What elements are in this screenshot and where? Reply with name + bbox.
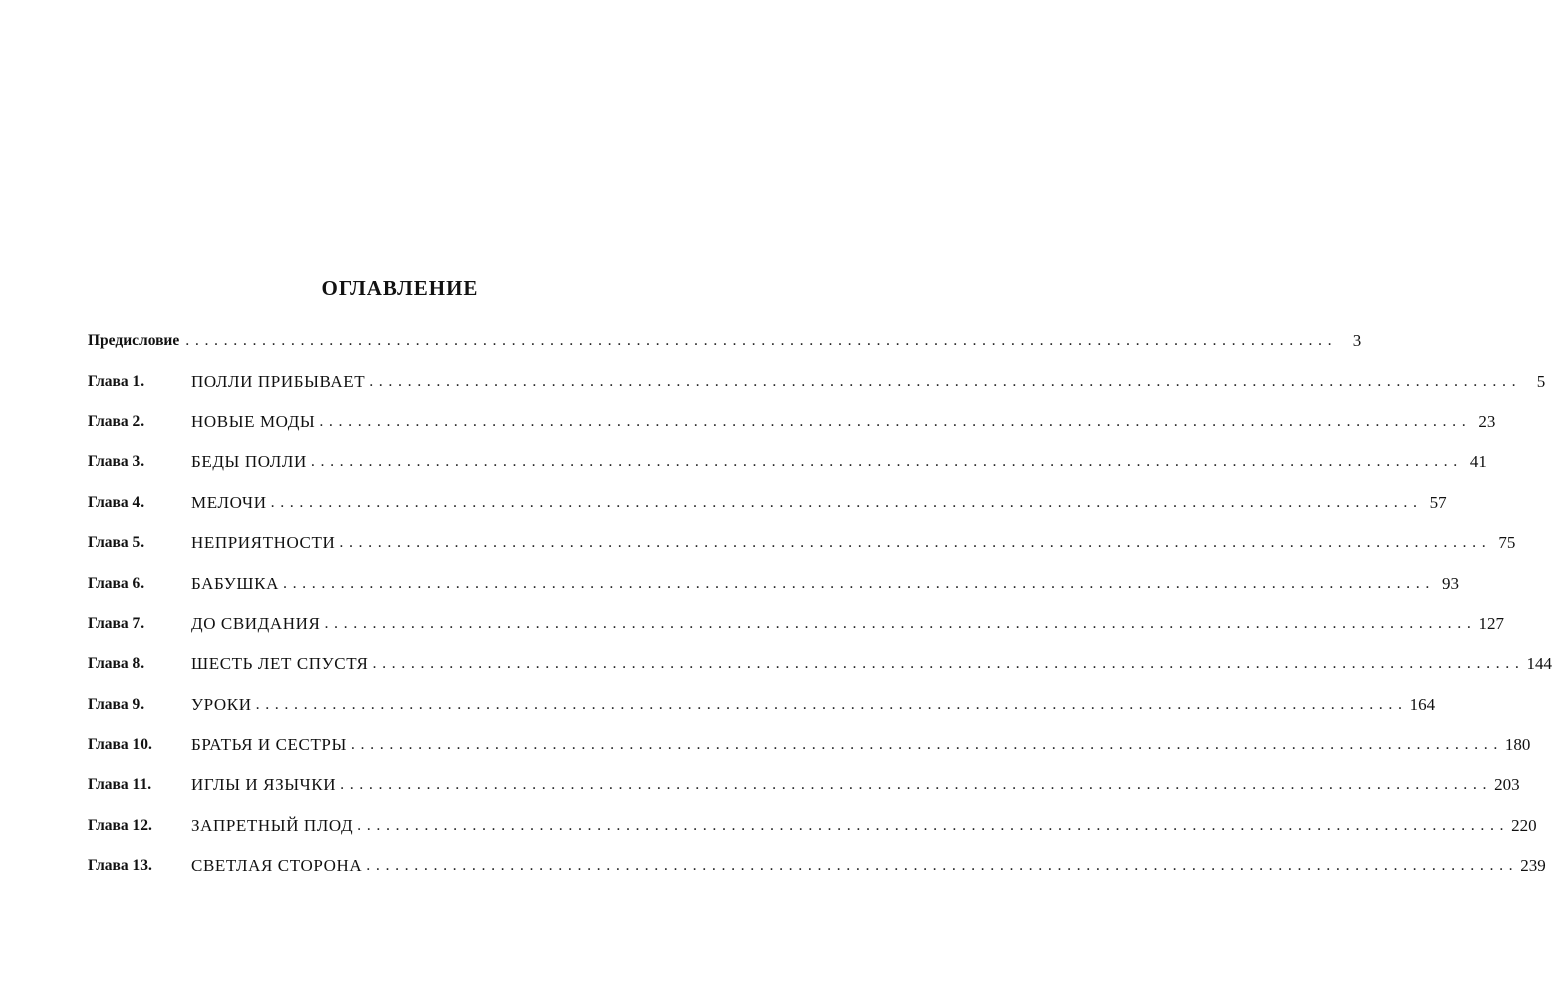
toc-page-number: 220 bbox=[1511, 815, 1537, 835]
toc-entry-label: Глава 9. bbox=[88, 696, 191, 714]
toc-entry-chapter-3[interactable] bbox=[88, 442, 1487, 482]
toc-entry-label: Глава 11. bbox=[88, 776, 191, 794]
toc-leader-dots: ........................................................................................................................ bbox=[324, 614, 1477, 632]
toc-chapter-title: ШЕСТЬ ЛЕТ СПУСТЯ bbox=[191, 654, 372, 674]
toc-chapter-title: МЕЛОЧИ bbox=[191, 493, 271, 513]
toc-entry-chapter-1[interactable] bbox=[88, 361, 1546, 401]
toc-chapter-title: ИГЛЫ И ЯЗЫЧКИ bbox=[191, 775, 340, 795]
toc-entry-chapter-10[interactable] bbox=[88, 725, 1531, 765]
toc-entry-chapter-8[interactable] bbox=[88, 644, 1552, 684]
toc-entry-preface[interactable] bbox=[88, 321, 1362, 361]
toc-entry-chapter-7[interactable] bbox=[88, 604, 1504, 644]
toc-page-number: 144 bbox=[1526, 654, 1552, 674]
toc-chapter-title: СВЕТЛАЯ СТОРОНА bbox=[191, 856, 366, 876]
toc-page-number: 127 bbox=[1478, 613, 1504, 633]
toc-chapter-title: БРАТЬЯ И СЕСТРЫ bbox=[191, 735, 351, 755]
toc-page-number: 180 bbox=[1504, 735, 1531, 755]
toc-entry-chapter-12[interactable] bbox=[88, 806, 1537, 846]
toc-entry-chapter-11[interactable] bbox=[88, 765, 1520, 805]
toc-entry-label: Глава 1. bbox=[88, 373, 191, 391]
toc-entry-chapter-9[interactable] bbox=[88, 685, 1436, 725]
toc-title: ОГЛАВЛЕНИЕ bbox=[321, 276, 479, 300]
toc-entry-label: Глава 2. bbox=[88, 413, 191, 431]
toc-entry-chapter-5[interactable] bbox=[88, 523, 1516, 563]
toc-leader-dots: ........................................................................................................................ bbox=[310, 453, 1463, 471]
toc-leader-dots: ........................................................................................................................ bbox=[340, 776, 1493, 794]
toc-page-number: 5 bbox=[1521, 372, 1545, 392]
toc-entry-label: Глава 7. bbox=[88, 615, 191, 633]
toc-page-number: 41 bbox=[1463, 452, 1487, 472]
toc-leader-dots: ........................................................................................................................ bbox=[319, 412, 1472, 430]
toc-chapter-title: ДО СВИДАНИЯ bbox=[191, 614, 324, 634]
toc-leader-dots: ........................................................................................................................ bbox=[366, 857, 1519, 875]
toc-leader-dots: ........................................................................................................................ bbox=[357, 816, 1510, 834]
toc-page-number: 23 bbox=[1471, 412, 1495, 432]
toc-leader-dots: ........................................................................................................................ bbox=[270, 493, 1423, 511]
toc-entry-chapter-2[interactable] bbox=[88, 402, 1496, 442]
toc-entry-label: Глава 6. bbox=[88, 575, 191, 593]
toc-leader-dots: ........................................................................................................................ bbox=[372, 655, 1525, 673]
toc-leader-dots: ........................................................................................................................ bbox=[350, 736, 1503, 754]
toc-leader-dots: ........................................................................................................................ bbox=[185, 332, 1338, 350]
toc-chapter-title: ЗАПРЕТНЫЙ ПЛОД bbox=[191, 816, 357, 836]
toc-entry-label: Глава 3. bbox=[88, 453, 191, 471]
toc-leader-dots: ........................................................................................................................ bbox=[282, 574, 1435, 592]
toc-chapter-title: НЕПРИЯТНОСТИ bbox=[191, 533, 339, 553]
toc-entry-label: Глава 13. bbox=[88, 857, 191, 875]
toc-page-number: 75 bbox=[1491, 533, 1515, 553]
toc-chapter-title: ПОЛЛИ ПРИБЫВАЕТ bbox=[191, 372, 369, 392]
toc-leader-dots: ........................................................................................................................ bbox=[369, 372, 1522, 390]
toc-chapter-title: НОВЫЕ МОДЫ bbox=[191, 412, 319, 432]
toc-leader-dots: ........................................................................................................................ bbox=[339, 534, 1492, 552]
toc-chapter-title: УРОКИ bbox=[191, 695, 256, 715]
toc-list bbox=[88, 321, 1552, 886]
toc-page-number: 3 bbox=[1337, 331, 1361, 351]
toc-entry-chapter-6[interactable] bbox=[88, 563, 1459, 603]
toc-entry-label: Глава 10. bbox=[88, 736, 191, 754]
toc-page-number: 57 bbox=[1423, 493, 1447, 513]
toc-entry-label: Глава 12. bbox=[88, 817, 191, 835]
toc-page-number: 239 bbox=[1520, 856, 1546, 876]
toc-chapter-title: БЕДЫ ПОЛЛИ bbox=[191, 452, 311, 472]
toc-leader-dots: ........................................................................................................................ bbox=[255, 695, 1408, 713]
toc-entry-label: Предисловие bbox=[88, 332, 185, 350]
toc-entry-label: Глава 8. bbox=[88, 655, 191, 673]
toc-chapter-title: БАБУШКА bbox=[191, 574, 283, 594]
toc-entry-label: Глава 4. bbox=[88, 494, 191, 512]
toc-entry-label: Глава 5. bbox=[88, 534, 191, 552]
toc-page-number: 203 bbox=[1494, 775, 1520, 795]
toc-entry-chapter-13[interactable] bbox=[88, 846, 1546, 886]
toc-entry-chapter-4[interactable] bbox=[88, 483, 1447, 523]
toc-page-number: 164 bbox=[1409, 694, 1436, 714]
toc-page-number: 93 bbox=[1435, 574, 1459, 594]
